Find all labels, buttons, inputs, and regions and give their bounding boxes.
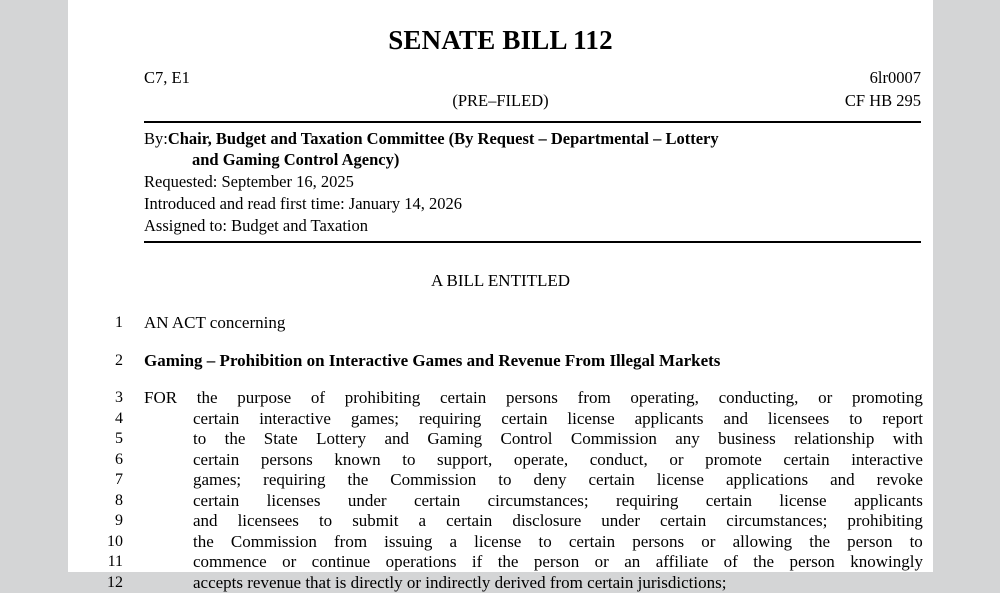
- page-title: SENATE BILL 112: [388, 25, 613, 55]
- line-number: 1: [115, 314, 123, 332]
- line-text: Gaming – Prohibition on Interactive Games and Revenue From Illegal Markets: [144, 350, 721, 370]
- document-page: [68, 0, 933, 592]
- line-text: the Commission from issuing a license to certain persons or allowing the person to: [193, 531, 923, 551]
- bill-line: [68, 450, 933, 471]
- bill-line: [68, 409, 933, 430]
- sponsor-line-1: [144, 129, 921, 150]
- line-number: 12: [107, 573, 123, 591]
- sponsor-name-cont: and Gaming Control Agency): [192, 149, 400, 169]
- bill-line: [68, 491, 933, 512]
- code-row: [68, 68, 933, 90]
- line-text: AN ACT concerning: [144, 313, 286, 333]
- line-text: accepts revenue that is directly or indirectly derived from certain jurisdictions;: [193, 572, 727, 592]
- line-number: 4: [115, 409, 123, 427]
- bill-code-right: 6lr0007: [869, 67, 921, 87]
- line-text: certain persons known to support, operate, conduct, or promote certain interactive: [193, 449, 923, 469]
- line-number: 5: [115, 430, 123, 448]
- line-text: games; requiring the Commission to deny certain license applications and revoke: [193, 470, 923, 490]
- line-number: 3: [115, 389, 123, 407]
- bill-line: [68, 532, 933, 553]
- bill-line: [68, 573, 933, 593]
- line-text: commence or continue operations if the person or an affiliate of the person knowingly: [193, 552, 923, 572]
- prefiled-label: (PRE–FILED): [452, 90, 549, 110]
- line-number: 2: [115, 351, 123, 369]
- bill-line: [68, 351, 933, 372]
- line-number: 8: [115, 491, 123, 509]
- bill-body: [68, 313, 933, 593]
- bill-line: [68, 429, 933, 450]
- line-number: 6: [115, 450, 123, 468]
- sponsor-line-2: [144, 150, 921, 171]
- line-number: 10: [107, 532, 123, 550]
- line-text: to the State Lottery and Gaming Control Commission any business relationship with: [193, 429, 923, 449]
- prefiled-row: [68, 91, 933, 113]
- bill-line: [68, 470, 933, 491]
- line-text: and licensees to submit a certain disclosure under certain circumstances; prohibiting: [193, 511, 923, 531]
- assigned-committee: Assigned to: Budget and Taxation: [144, 215, 369, 235]
- line-number: 7: [115, 471, 123, 489]
- bill-line: [68, 552, 933, 573]
- line-text: FOR the purpose of prohibiting certain persons from operating, conducting, or promoting: [144, 388, 923, 408]
- bill-entitled-heading: A BILL ENTITLED: [430, 271, 571, 291]
- requested-date: Requested: September 16, 2025: [144, 171, 354, 191]
- line-text: certain licenses under certain circumstances; requiring certain license applicants: [193, 490, 923, 510]
- bill-line: [68, 388, 933, 409]
- introduced-date: Introduced and read first time: January 14, 2026: [144, 193, 462, 213]
- sponsor-by-label: By:: [144, 128, 168, 148]
- line-text: certain interactive games; requiring certain license applicants and licensees to report: [193, 408, 923, 428]
- bill-line: [68, 511, 933, 532]
- bill-code-left: C7, E1: [144, 67, 190, 87]
- cross-filed-label: CF HB 295: [844, 90, 921, 110]
- divider-bottom: [144, 241, 921, 243]
- line-number: 9: [115, 512, 123, 530]
- bill-line: [68, 313, 933, 334]
- line-number: 11: [107, 553, 123, 571]
- sponsor-name: Chair, Budget and Taxation Committee (By Request – Departmental – Lottery: [167, 128, 719, 148]
- sponsor-metadata-block: [144, 123, 921, 237]
